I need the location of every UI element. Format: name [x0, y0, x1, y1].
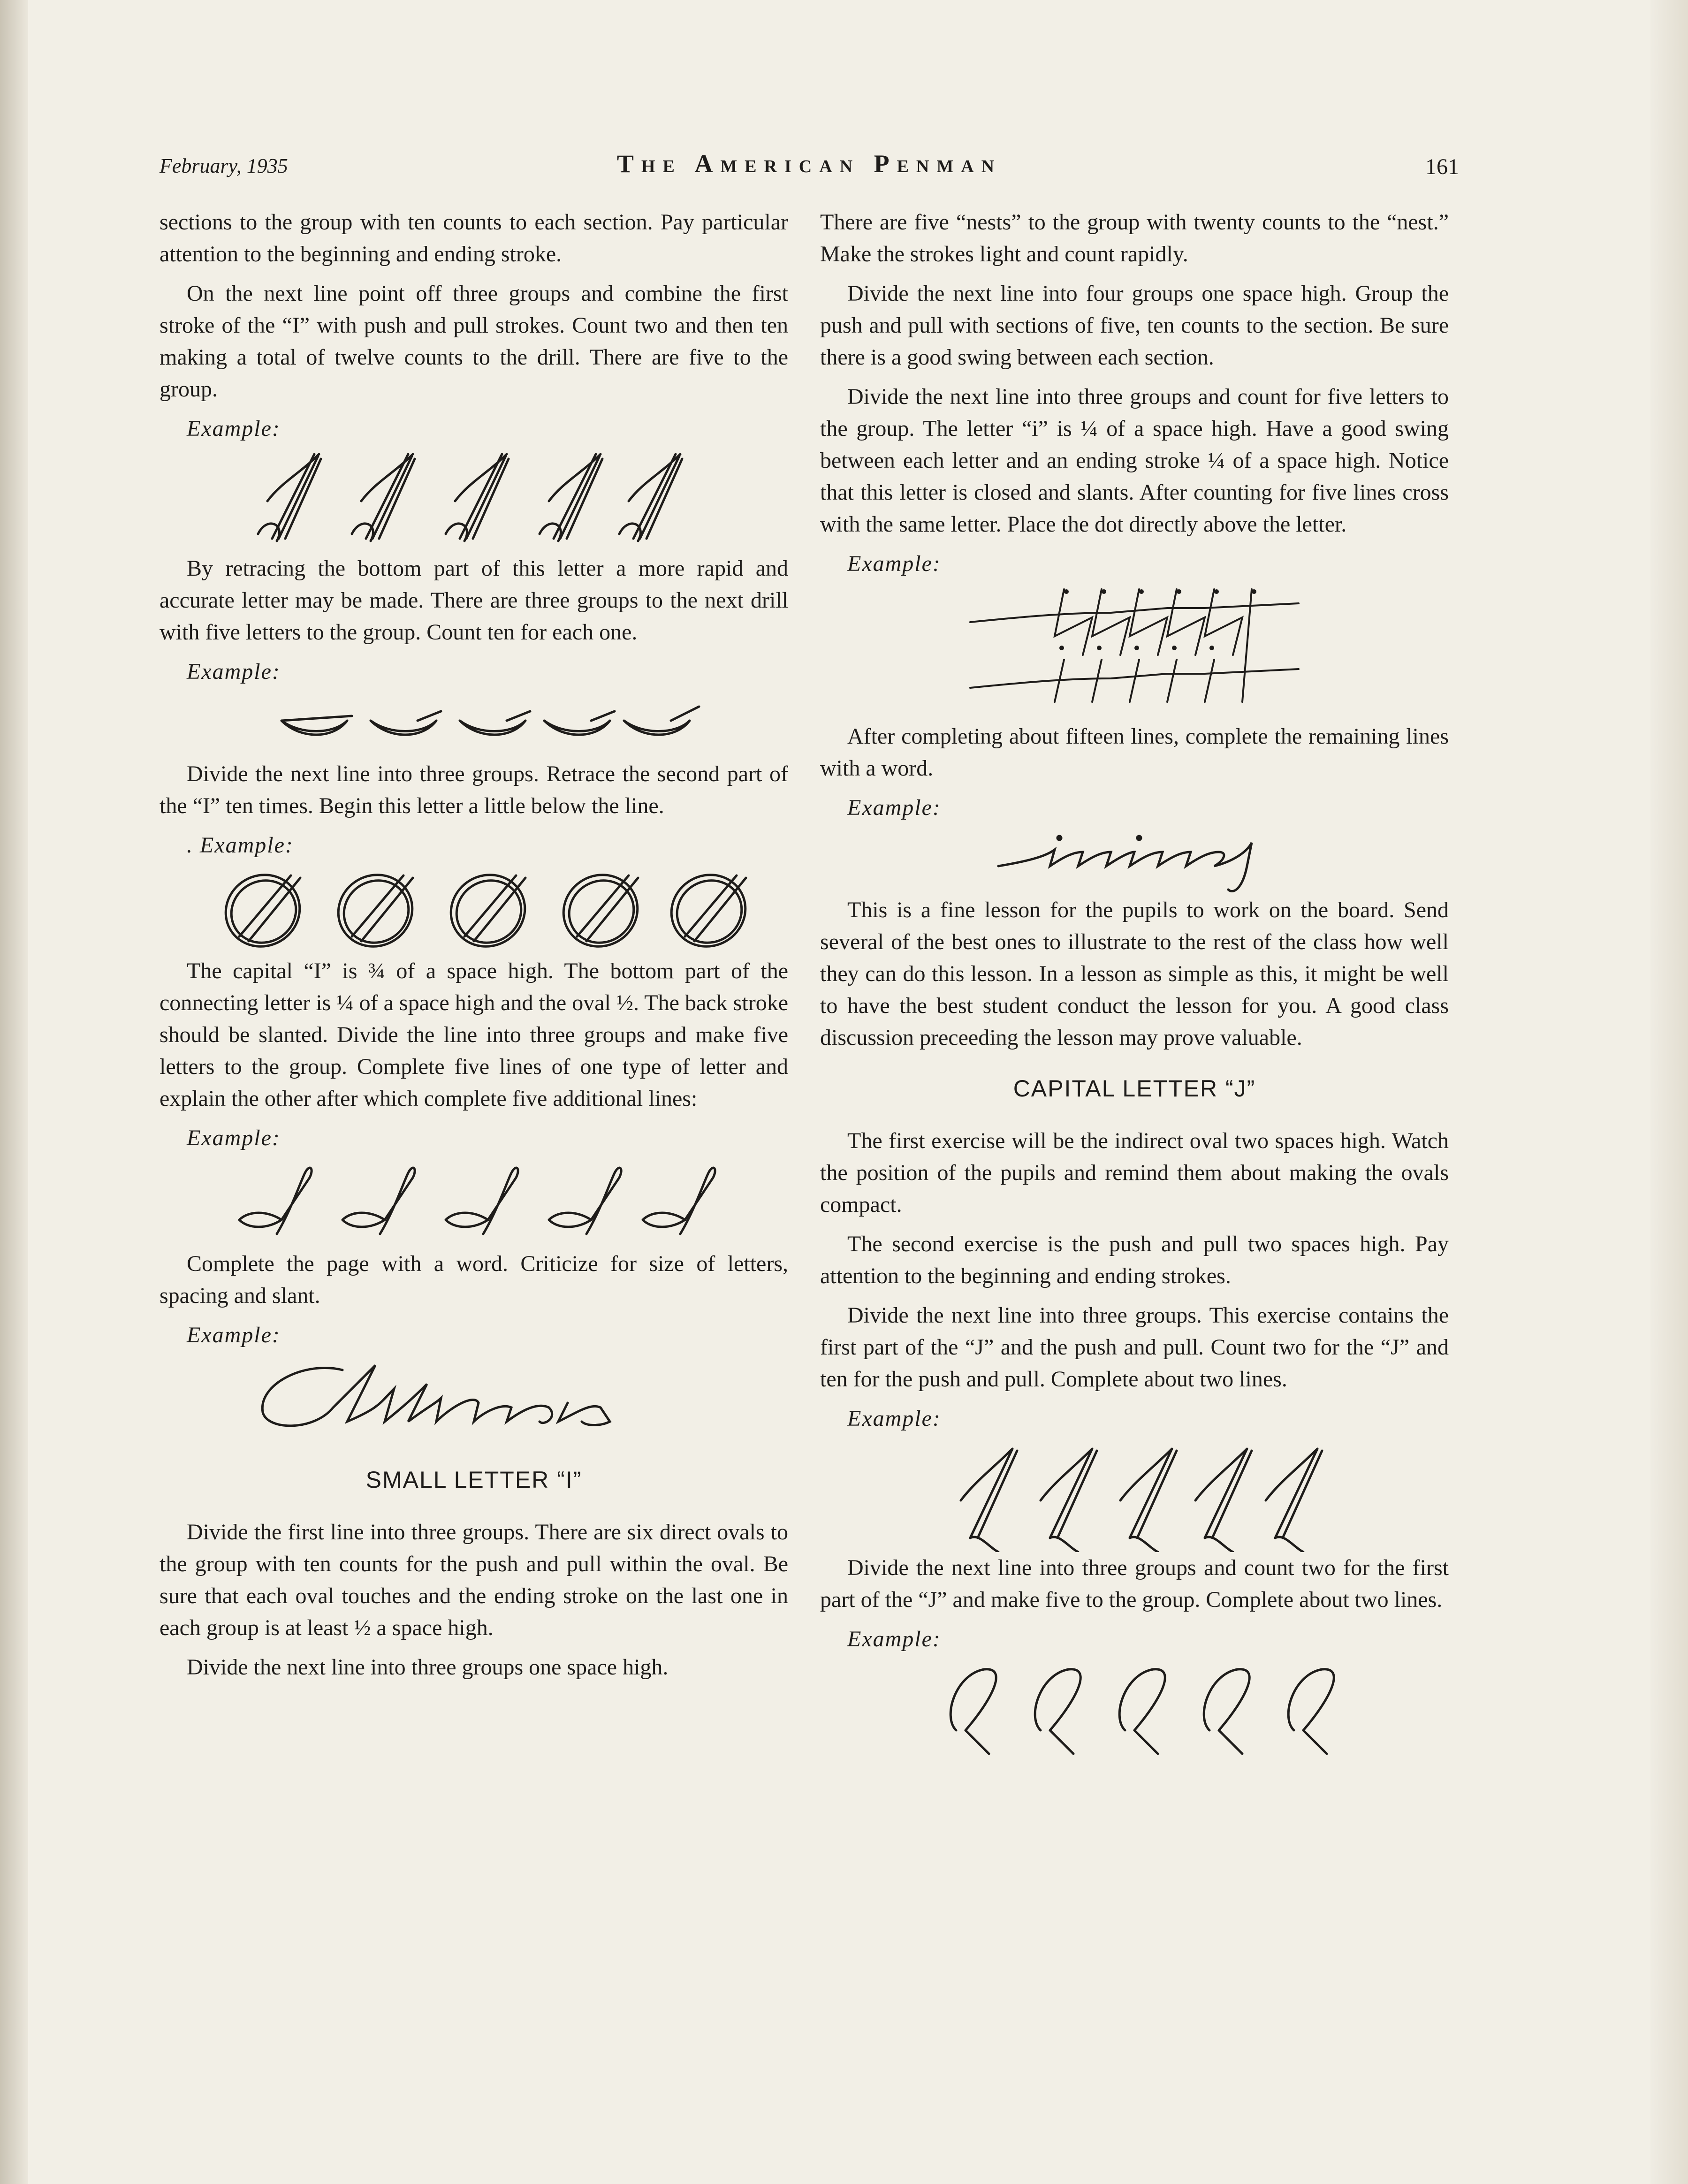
example-label: Example:: [847, 1406, 941, 1431]
paragraph: The first exercise will be the indirect oval two spaces high. Watch the position of the pupils and remind them about making the ovals compact.: [820, 1128, 1449, 1217]
paragraph: Divide the first line into three groups. There are six direct ovals to the group with ten counts for the push and pull within the oval. Be sure that each oval touches and the ending stroke on the last one in each group is at least ½ a space high.: [160, 1520, 788, 1640]
specimen-capital-j-push-pull: [923, 1435, 1346, 1552]
page-number: 161: [1425, 154, 1459, 179]
specimen-word-inning: [923, 824, 1346, 894]
paragraph: Complete the page with a word. Criticize for size of letters, spacing and slant.: [160, 1251, 788, 1308]
left-column: [160, 206, 788, 1691]
specimen-capital-i-ovals: [192, 861, 755, 955]
example-label: Example:: [187, 659, 281, 684]
example-label: Example:: [187, 1323, 281, 1347]
binding-shadow: [0, 0, 28, 2184]
example-label: Example:: [847, 795, 941, 820]
specimen-retraced-bottoms: [239, 688, 708, 758]
paragraph: sections to the group with ten counts to each section. Pay particular attention to the beginning and ending stroke.: [160, 210, 788, 266]
example-label: Example:: [187, 416, 281, 441]
specimen-capital-i-connecting: [211, 1154, 737, 1248]
paragraph: Divide the next line into three groups. This exercise contains the first part of the “J” and the push and pull. Count two for the “J” and ten for the push and pull. Complete about two lines.: [820, 1303, 1449, 1392]
issue-date: February, 1935: [160, 154, 288, 177]
paragraph: Divide the next line into three groups and count two for the first part of the “J” and make five to the group. Complete about two lines.: [820, 1555, 1449, 1612]
section-heading: SMALL LETTER “I”: [365, 1467, 582, 1493]
page-edge: [1650, 0, 1688, 2184]
specimen-j-first-part: [909, 1655, 1360, 1758]
section-heading: CAPITAL LETTER “J”: [1013, 1075, 1256, 1102]
paragraph: The capital “I” is ¾ of a space high. The bottom part of the connecting letter is ¼ of a space high and the oval ½. The back stroke should be slanted. Divide the line into three groups and make five letters to the group. Complete five lines of one type of letter and explain the other after which complete five additional lines:: [160, 959, 788, 1111]
paragraph: Divide the next line into four groups one space high. Group the push and pull with sections of five, ten counts to the section. Be sure there is a good swing between each section.: [820, 281, 1449, 370]
paragraph: Divide the next line into three groups. Retrace the second part of the “I” ten times. Begin this letter a little below the line.: [160, 761, 788, 818]
magazine-title: The American Penman: [616, 150, 1002, 178]
paragraph: The second exercise is the push and pull two spaces high. Pay attention to the beginning and ending strokes.: [820, 1232, 1449, 1288]
example-label: Example:: [847, 551, 941, 576]
paragraph: On the next line point off three groups and combine the first stroke of the “I” with push and pull strokes. Count two and then ten making a total of twelve counts to the drill. There are five to the group.: [160, 281, 788, 402]
specimen-capital-i-push-pull: [249, 445, 699, 553]
example-label: Example:: [847, 1627, 941, 1651]
example-label: . Example:: [187, 833, 294, 858]
right-column: [820, 206, 1449, 1758]
running-head: [160, 149, 1459, 187]
example-label: Example:: [187, 1126, 281, 1150]
paragraph: After completing about fifteen lines, complete the remaining lines with a word.: [820, 724, 1449, 781]
specimen-small-i-crossed: [923, 580, 1346, 721]
paragraph: Divide the next line into three groups and count for five letters to the group. The letter “i” is ¼ of a space high. Have a good swing between each letter and an ending stroke ¼ of a space high. Notice that this letter is closed and slants. After counting for five lines cross with the same letter. Place the dot directly above the letter.: [820, 384, 1449, 537]
paragraph: This is a fine lesson for the pupils to work on the board. Send several of the best ones to illustrate to the rest of the class how well they can do this lesson. In a lesson as simple as this, it might be well to have the best student conduct the lesson for you. A good class discussion preceeding the lesson may prove valuable.: [820, 898, 1449, 1050]
paragraph: There are five “nests” to the group with twenty counts to the “nest.” Make the strokes light and count rapidly.: [820, 210, 1449, 266]
specimen-word-illinois: [239, 1351, 708, 1445]
paragraph: By retracing the bottom part of this letter a more rapid and accurate letter may be made. There are three groups to the next drill with five letters to the group. Count ten for each one.: [160, 556, 788, 645]
paragraph: Divide the next line into three groups one space high.: [187, 1655, 669, 1680]
